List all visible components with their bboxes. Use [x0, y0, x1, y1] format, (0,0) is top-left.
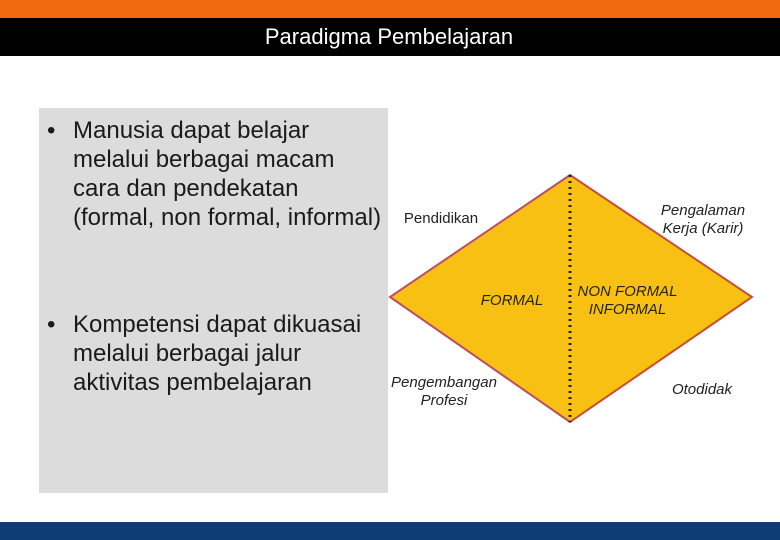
label-nonformal-informal: NON FORMAL INFORMAL — [577, 283, 678, 318]
page-title: Paradigma Pembelajaran — [264, 24, 514, 49]
label-otodidak: Otodidak — [671, 381, 733, 398]
label-pengalaman-kerja: Pengalaman Kerja (Karir) — [660, 202, 746, 237]
bullet-text: Manusia dapat belajar melalui berbagai macam cara dan pendekatan (formal, non formal, informal) — [73, 117, 382, 231]
footer-bar — [0, 522, 780, 540]
bullet-dot: • — [47, 117, 56, 144]
label-formal: FORMAL — [480, 292, 544, 309]
bullet-dot: • — [47, 311, 56, 338]
bullet-text: Kompetensi dapat dikuasai melalui berbagai jalur aktivitas pembelajaran — [73, 311, 362, 396]
label-pengembangan-profesi: Pengembangan Profesi — [391, 374, 497, 409]
label-pendidikan: Pendidikan — [403, 210, 479, 227]
